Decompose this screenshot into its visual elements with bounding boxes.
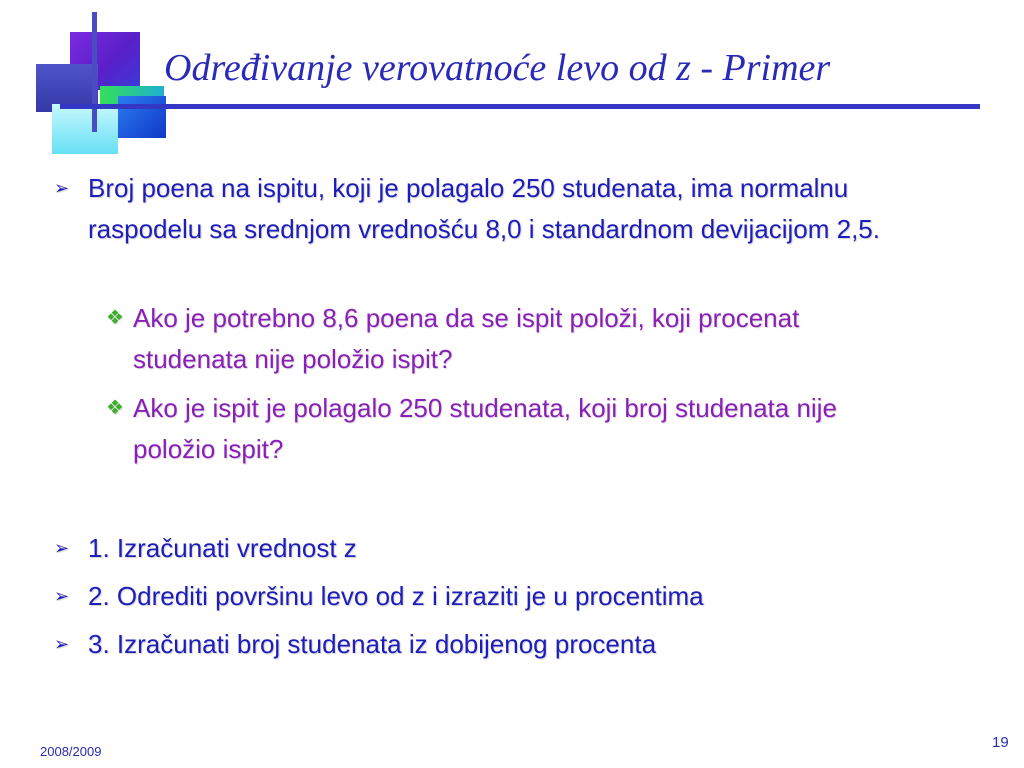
arrow-bullet-icon: ➢ (54, 538, 70, 558)
arrow-bullet-icon: ➢ (54, 178, 70, 198)
bullet-item-1 (54, 168, 964, 250)
bullet-text: 2. Odrediti površinu levo od z i izraziti je u procentima (88, 581, 704, 611)
sub-bullet-item-1 (106, 298, 886, 380)
bullet-text: 3. Izračunati broj studenata iz dobijenog procenta (88, 629, 657, 659)
diamond-bullet-icon: ❖ (106, 307, 124, 329)
arrow-bullet-icon: ➢ (54, 634, 70, 654)
sub-bullet-text: Ako je potrebno 8,6 poena da se ispit položi, koji procenat studenata nije položio ispit? (133, 303, 800, 374)
bullet-item-3 (54, 576, 964, 617)
footer-year: 2008/2009 (40, 744, 102, 759)
bullet-item-2 (54, 528, 964, 569)
slide-title: Određivanje verovatnoće levo od z - Primer (164, 47, 831, 89)
bullet-text: 1. Izračunati vrednost z (88, 533, 357, 563)
diamond-bullet-icon: ❖ (106, 397, 124, 419)
page-number: 19 (992, 734, 1009, 751)
sub-bullet-text: Ako je ispit je polagalo 250 studenata, koji broj studenata nije položio ispit? (133, 393, 837, 464)
arrow-bullet-icon: ➢ (54, 586, 70, 606)
bullet-item-4 (54, 624, 964, 665)
sub-bullet-item-2 (106, 388, 886, 470)
bullet-text: Broj poena na ispitu, koji je polagalo 250 studenata, ima normalnu raspodelu sa srednjom vrednošću 8,0 i standardnom devijacijom 2,5. (88, 173, 880, 244)
